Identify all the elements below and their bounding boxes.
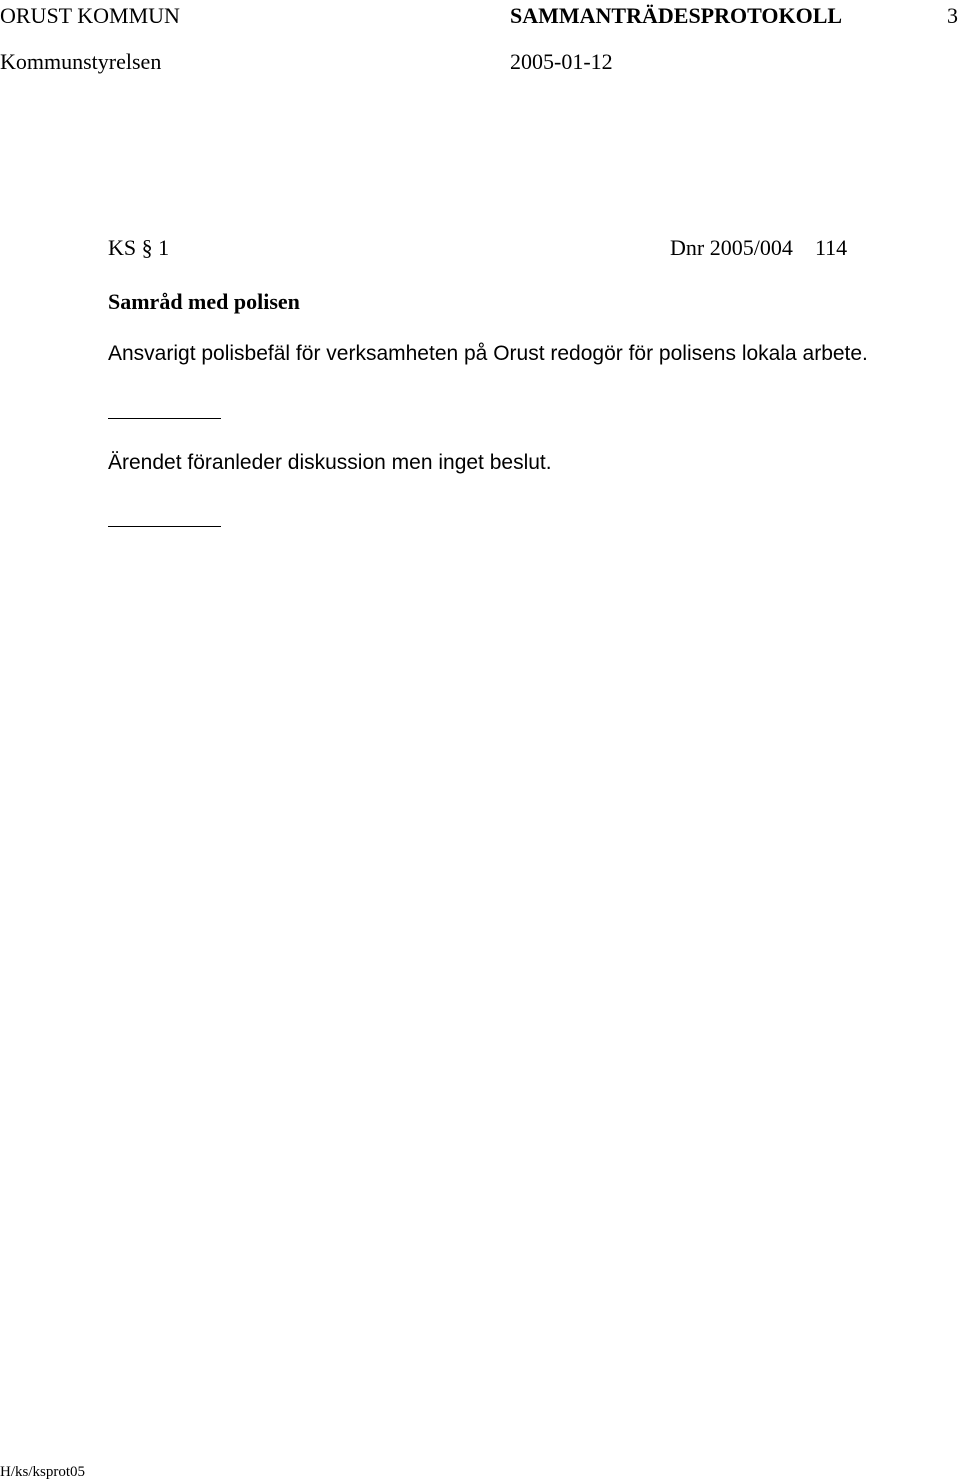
diary-code: 114: [815, 235, 848, 260]
board-name: Kommunstyrelsen: [0, 49, 162, 74]
section-body: Ansvarigt polisbefäl för verksamheten på Orust redogör för polisens lokala arbete.: [108, 342, 868, 365]
separator-line-top: [108, 418, 221, 419]
footer-path: H/ks/ksprot05: [0, 1464, 86, 1480]
municipality-name: ORUST KOMMUN: [0, 3, 180, 28]
meeting-date: 2005-01-12: [510, 49, 613, 74]
separator-line-bottom: [108, 526, 221, 527]
decision-text: Ärendet föranleder diskussion men inget beslut.: [108, 451, 552, 474]
diary-number: Dnr 2005/004: [670, 235, 793, 260]
paragraph-reference: KS § 1: [108, 235, 170, 260]
section-title: Samråd med polisen: [108, 289, 300, 314]
page-number: 3: [947, 3, 958, 28]
document-type: SAMMANTRÄDESPROTOKOLL: [510, 3, 843, 28]
